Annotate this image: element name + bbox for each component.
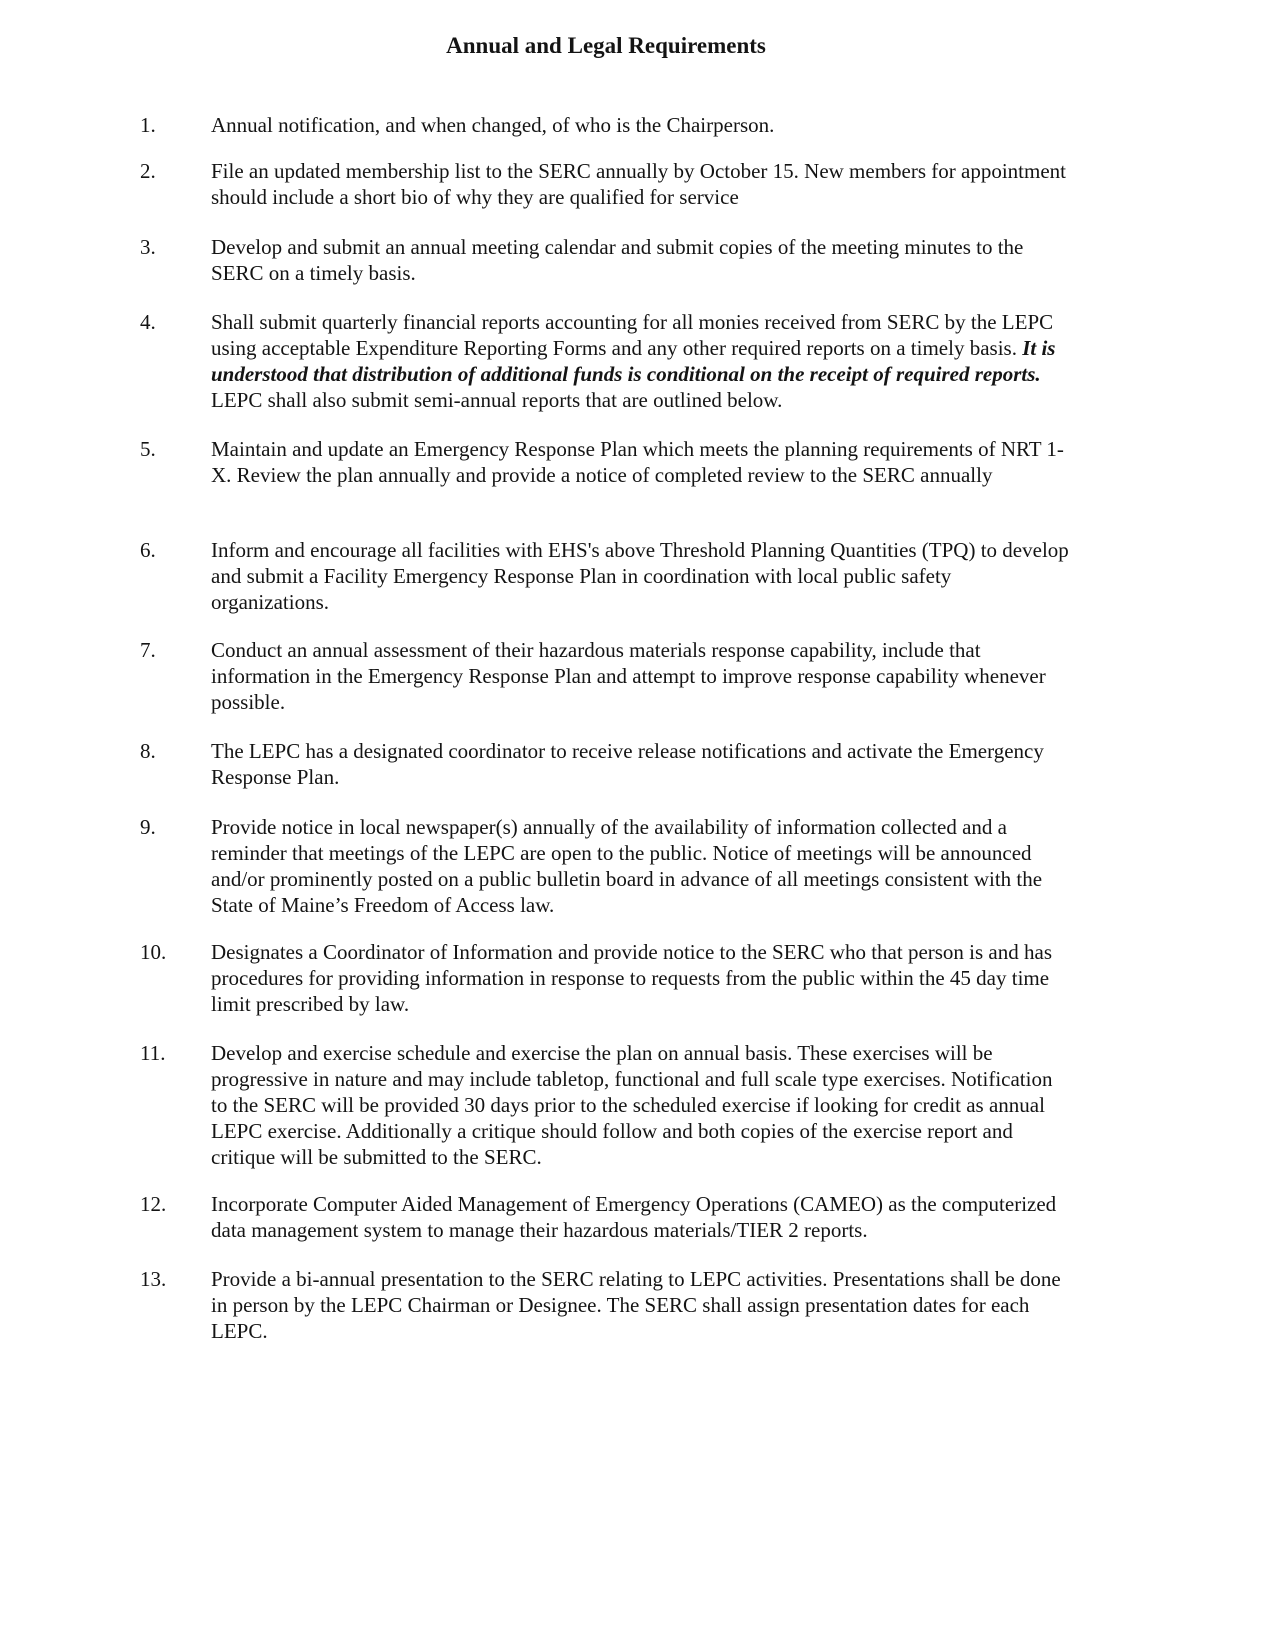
- item-number: 7.: [140, 638, 156, 662]
- item-number: 9.: [140, 815, 156, 839]
- item-text: Maintain and update an Emergency Response Plan which meets the planning requirements of NRT 1-X. Review the plan annually and provide a notice of completed review to the SERC annually: [211, 437, 1064, 487]
- item-text: Develop and submit an annual meeting calendar and submit copies of the meeting minutes to the SERC on a timely basis.: [211, 235, 1024, 285]
- item-text: Conduct an annual assessment of their hazardous materials response capability, include that information in the Emergency Response Plan and attempt to improve response capability whenever possible.: [211, 638, 1046, 714]
- item-text: Annual notification, and when changed, of who is the Chairperson.: [211, 113, 775, 137]
- item-number: 10.: [140, 940, 167, 964]
- item-number: 12.: [140, 1192, 167, 1216]
- item-text: Provide a bi-annual presentation to the SERC relating to LEPC activities. Presentations shall be done in person by the LEPC Chairman or Designee. The SERC shall assign presentation dates for each LEPC.: [211, 1267, 1061, 1343]
- item-text: [211, 309, 1069, 413]
- item-text-before: Shall submit quarterly financial reports accounting for all monies received from SERC by the LEPC using acceptable Expenditure Reporting Forms and any other required reports on a timely basis.: [211, 310, 1054, 360]
- item-text-after: LEPC shall also submit semi-annual reports that are outlined below.: [211, 388, 783, 412]
- item-number: 8.: [140, 739, 156, 763]
- item-number: 11.: [140, 1041, 166, 1065]
- page-title: Annual and Legal Requirements: [446, 33, 766, 58]
- item-text: File an updated membership list to the SERC annually by October 15. New members for appointment should include a short bio of why they are qualified for service: [211, 159, 1067, 209]
- item-number: 6.: [140, 538, 156, 562]
- item-number: 5.: [140, 437, 156, 461]
- item-number: 2.: [140, 159, 156, 183]
- item-number: 1.: [140, 113, 156, 137]
- item-text: Develop and exercise schedule and exercise the plan on annual basis. These exercises will be progressive in nature and may include tabletop, functional and full scale type exercises. Notification to the SERC will be provided 30 days prior to the scheduled exercise if looking for credit as annual LEPC exercise. Additionally a critique should follow and both copies of the exercise report and critique will be submitted to the SERC.: [211, 1041, 1053, 1169]
- item-text: Provide notice in local newspaper(s) annually of the availability of information collected and a reminder that meetings of the LEPC are open to the public. Notice of meetings will be announced and/or prominently posted on a public bulletin board in advance of all meetings consistent with the State of Maine’s Freedom of Access law.: [211, 815, 1043, 917]
- item-text: Designates a Coordinator of Information and provide notice to the SERC who that person is and has procedures for providing information in response to requests from the public within the 45 day time limit prescribed by law.: [211, 940, 1052, 1016]
- item-text: Inform and encourage all facilities with EHS's above Threshold Planning Quantities (TPQ) to develop and submit a Facility Emergency Response Plan in coordination with local public safety organizations.: [211, 538, 1069, 614]
- item-number: 4.: [140, 310, 156, 334]
- item-text: Incorporate Computer Aided Management of Emergency Operations (CAMEO) as the computerized data management system to manage their hazardous materials/TIER 2 reports.: [211, 1192, 1057, 1242]
- item-number: 3.: [140, 235, 156, 259]
- item-text: The LEPC has a designated coordinator to receive release notifications and activate the Emergency Response Plan.: [211, 739, 1044, 789]
- item-number: 13.: [140, 1267, 167, 1291]
- item-text-emphasis: It is understood that distribution of additional funds is conditional on the receipt of required reports.: [211, 336, 1056, 386]
